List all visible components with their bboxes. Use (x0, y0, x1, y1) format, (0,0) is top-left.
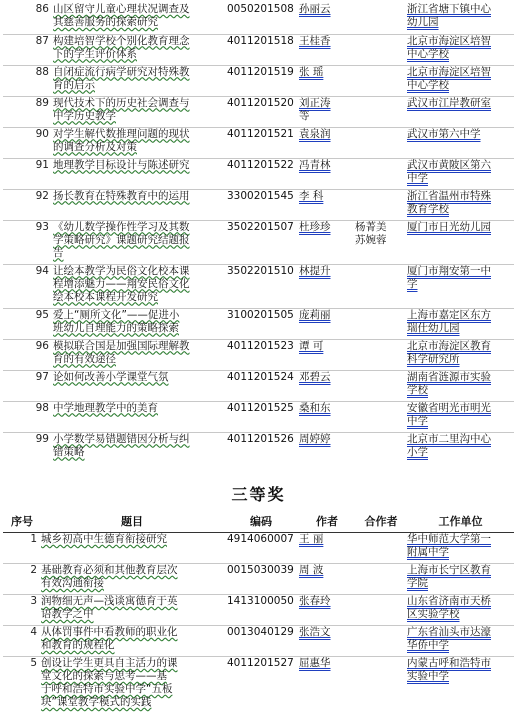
row-unit (407, 595, 514, 626)
row-title (41, 657, 223, 714)
row-number (3, 626, 41, 657)
row-unit (407, 264, 514, 308)
row-title (53, 432, 223, 463)
row-code-text: 3100201505 (227, 308, 294, 321)
title-line: 小学数学易错题错因分析与纠 (53, 432, 190, 445)
row-unit (407, 65, 514, 96)
row-number (3, 657, 41, 714)
row-number (3, 533, 41, 564)
table-row (3, 533, 514, 564)
row-number-text: 90 (35, 127, 49, 140)
table-row (3, 34, 514, 65)
row-author-text: 庞莉丽 (299, 308, 331, 321)
row-author (299, 189, 355, 220)
row-number-text: 99 (35, 432, 49, 445)
row-coauthor (355, 158, 407, 189)
unit-line: 浙江省温州市特殊 (407, 189, 491, 202)
row-coauthor (355, 220, 407, 264)
unit-line: 上海市嘉定区东方 (407, 308, 491, 321)
row-code (223, 370, 299, 401)
unit-line: 华侨中学 (407, 639, 449, 651)
row-author (299, 34, 355, 65)
title-line: 扬长教育在特殊教育中的运用 (53, 189, 190, 202)
unit-line: 广东省汕头市达濠 (407, 626, 491, 638)
unit-line: 小学 (407, 445, 428, 458)
title-line: 自闭症流行病学研究对特殊教 (53, 65, 190, 78)
row-number (3, 370, 53, 401)
title-line: 其慈善服务的探索研究 (53, 16, 158, 28)
unit-line: 安徽省明光市明光 (407, 401, 491, 414)
title-line: 《幼儿数学操作性学习及其数 (53, 220, 190, 233)
unit-line: 厦门市日光幼儿园 (407, 220, 491, 233)
table-row (3, 657, 514, 714)
row-author-text: 王桂香 (299, 34, 331, 47)
row-number-text: 86 (35, 3, 49, 15)
row-number-text: 89 (35, 96, 49, 109)
title-line: 基础教育必须和其他教育层次 (41, 564, 178, 576)
header-coauthor: 合作者 (355, 510, 407, 533)
row-author-text: 屈惠华 (299, 657, 331, 669)
table-row (3, 401, 514, 432)
unit-line: 上海市长宁区教育 (407, 564, 491, 576)
row-number (3, 65, 53, 96)
title-line: 模拟联合国是加强国际理解教 (53, 339, 190, 352)
title-line: 语教学之中 (41, 608, 94, 620)
title-line: 于呼和浩特市实验中学“五板 (41, 683, 173, 695)
row-coauthor (355, 533, 407, 564)
row-coauthor (355, 308, 407, 339)
row-coauthor (355, 3, 407, 34)
row-unit (407, 96, 514, 127)
row-code (223, 65, 299, 96)
title-line: 告 (53, 246, 64, 259)
row-number (3, 401, 53, 432)
row-unit (407, 339, 514, 370)
title-line: 让绘本教学为民俗文化校本课 (53, 264, 190, 277)
row-author (299, 127, 355, 158)
table-row (3, 432, 514, 463)
header-code: 编码 (223, 510, 299, 533)
title-line: 育的有效途径 (53, 352, 116, 365)
row-code-text: 3502201507 (227, 220, 294, 233)
row-code-text: 3300201545 (227, 189, 294, 202)
row-code (223, 308, 299, 339)
header-unit: 工作单位 (407, 510, 514, 533)
table-row (3, 370, 514, 401)
row-author (299, 308, 355, 339)
title-line: 程增添魅力——翔安民俗文化 (53, 277, 190, 290)
row-number (3, 264, 53, 308)
row-coauthor-text: 杨菁美 (355, 220, 387, 233)
row-number-text: 95 (35, 308, 49, 321)
row-author-text: 李 科 (299, 189, 324, 202)
row-number (3, 308, 53, 339)
table-row (3, 564, 514, 595)
row-number-text: 94 (35, 264, 49, 277)
unit-line: 武汉市江岸教研室 (407, 96, 491, 109)
title-line: 班幼儿自理能力的策略探索 (53, 321, 179, 334)
row-code-text: 4011201523 (227, 339, 294, 352)
title-line: 从体罚事件中看教师的职业化 (41, 626, 178, 638)
row-code (223, 158, 299, 189)
row-number-text: 92 (35, 189, 49, 202)
title-line: 绘本校本课程开发研究 (53, 290, 158, 303)
row-code (223, 189, 299, 220)
row-code (223, 264, 299, 308)
row-title (53, 401, 223, 432)
row-coauthor (355, 626, 407, 657)
row-number-text: 97 (35, 370, 49, 383)
row-title (53, 158, 223, 189)
header-no: 序号 (3, 510, 41, 533)
row-number (3, 34, 53, 65)
row-code-text: 4011201526 (227, 432, 294, 445)
unit-line: 实验中学 (407, 670, 449, 682)
unit-line: 湖南省涟源市实验 (407, 370, 491, 383)
row-code (223, 595, 299, 626)
unit-line: 武汉市第六中学 (407, 127, 481, 140)
title-line: 对学生解代数推理问题的现状 (53, 127, 190, 140)
row-coauthor (355, 432, 407, 463)
unit-line: 北京市二里沟中心 (407, 432, 491, 445)
row-author (299, 657, 355, 714)
row-code-text: 4011201520 (227, 96, 294, 109)
row-coauthor (355, 264, 407, 308)
unit-line: 中心学校 (407, 78, 449, 91)
unit-line: 幼儿园 (407, 16, 439, 28)
row-unit (407, 401, 514, 432)
row-number (3, 189, 53, 220)
row-author-text: 张春玲 (299, 595, 331, 607)
row-author-text: 孙丽云 (299, 3, 331, 15)
row-unit (407, 189, 514, 220)
title-line: 和教育的规程化 (41, 639, 115, 651)
row-author-text: 张 瑶 (299, 65, 324, 78)
row-number-text: 3 (30, 595, 37, 607)
title-line: 育的启示 (53, 78, 95, 91)
row-unit (407, 533, 514, 564)
title-line: 创设让学生更具自主活力的课 (41, 657, 178, 669)
title-line: 构建培智学校个别化教育理念 (53, 34, 190, 47)
row-author (299, 533, 355, 564)
row-code (223, 3, 299, 34)
row-number-text: 91 (35, 158, 49, 171)
table-row (3, 65, 514, 96)
row-coauthor (355, 96, 407, 127)
title-line: 现代技术下的历史社会调查与 (53, 96, 190, 109)
row-unit (407, 657, 514, 714)
row-author (299, 220, 355, 264)
title-line: 块”课堂教学模式的实践 (41, 696, 152, 708)
row-unit (407, 3, 514, 34)
row-number-text: 88 (35, 65, 49, 78)
unit-line: 厦门市翔安第一中 (407, 264, 491, 277)
unit-line: 浙江省塘下镇中心 (407, 3, 491, 15)
row-code (223, 533, 299, 564)
row-author (299, 264, 355, 308)
row-author-text: 桑和东 (299, 401, 331, 414)
table-row (3, 3, 514, 34)
row-number-text: 87 (35, 34, 49, 47)
unit-line: 北京市海淀区培智 (407, 65, 491, 78)
row-number (3, 595, 41, 626)
unit-line: 中学 (407, 414, 428, 427)
row-code-text: 4914060007 (227, 533, 294, 545)
row-author-text: 杜珍珍 (299, 220, 331, 233)
unit-line: 学院 (407, 577, 428, 589)
table-row (3, 220, 514, 264)
row-author (299, 3, 355, 34)
row-code (223, 401, 299, 432)
row-author-text: 周婷婷 (299, 432, 331, 445)
row-coauthor (355, 595, 407, 626)
row-author (299, 65, 355, 96)
row-code-text: 1413100050 (227, 595, 294, 607)
row-title (53, 264, 223, 308)
row-author (299, 626, 355, 657)
row-number-text: 98 (35, 401, 49, 414)
row-code-text: 0050201508 (227, 3, 294, 15)
row-code (223, 657, 299, 714)
row-coauthor (355, 127, 407, 158)
row-title (53, 127, 223, 158)
unit-line: 学 (407, 277, 418, 290)
row-title (41, 626, 223, 657)
title-line: 爱上“厕所文化”——促进小 (53, 308, 180, 321)
table-row (3, 127, 514, 158)
row-code-text: 4011201527 (227, 657, 294, 669)
title-line: 堂文化的探索与思考——基 (41, 670, 167, 682)
row-author (299, 432, 355, 463)
unit-line: 学校 (407, 383, 428, 396)
row-author (299, 370, 355, 401)
row-unit (407, 626, 514, 657)
row-number (3, 432, 53, 463)
row-code (223, 96, 299, 127)
unit-line: 教育学校 (407, 202, 449, 215)
title-line: 的调查分析及对策 (53, 140, 137, 153)
table-header-row (3, 510, 514, 533)
row-number-text: 93 (35, 220, 49, 233)
row-number (3, 158, 53, 189)
row-author-text: 冯青林 (299, 158, 331, 171)
row-author-text: 谭 可 (299, 339, 324, 352)
table-row (3, 96, 514, 127)
row-title (53, 339, 223, 370)
row-coauthor (355, 34, 407, 65)
row-code-text: 4011201519 (227, 65, 294, 78)
row-unit (407, 308, 514, 339)
row-code-text: 4011201522 (227, 158, 294, 171)
row-number-text: 96 (35, 339, 49, 352)
row-number (3, 564, 41, 595)
row-title (53, 189, 223, 220)
row-title (41, 564, 223, 595)
row-title (53, 34, 223, 65)
unit-line: 科学研究所 (407, 352, 460, 365)
section-heading-third-prize: 三等奖 (231, 485, 286, 504)
row-number-text: 4 (30, 626, 37, 638)
row-code-text: 4011201524 (227, 370, 294, 383)
row-number-text: 1 (30, 533, 37, 545)
row-author (299, 96, 355, 127)
row-title (53, 65, 223, 96)
row-coauthor (355, 65, 407, 96)
table-row (3, 626, 514, 657)
row-title (53, 308, 223, 339)
row-author (299, 339, 355, 370)
unit-line: 武汉市黄陂区第六 (407, 158, 491, 171)
unit-line: 区实验学校 (407, 608, 460, 620)
unit-line: 华中师范大学第一 (407, 533, 491, 545)
title-line: 地理教学目标设计与陈述研究 (53, 158, 190, 171)
second-prize-table-continued (3, 3, 514, 463)
row-title (53, 3, 223, 34)
row-coauthor (355, 564, 407, 595)
row-number-text: 2 (30, 564, 37, 576)
row-code-text: 0013040129 (227, 626, 294, 638)
row-number-text: 5 (30, 657, 37, 669)
row-code-text: 4011201518 (227, 34, 294, 47)
row-unit (407, 34, 514, 65)
row-coauthor (355, 657, 407, 714)
row-unit (407, 127, 514, 158)
row-coauthor (355, 401, 407, 432)
row-code (223, 432, 299, 463)
row-code (223, 626, 299, 657)
title-line: 下的学生评价体系 (53, 47, 137, 60)
title-line: 论如何改善小学课堂气氛 (53, 370, 169, 383)
row-number (3, 96, 53, 127)
unit-line: 内蒙古呼和浩特市 (407, 657, 491, 669)
row-title (53, 220, 223, 264)
row-author-text: 刘正涛 (299, 96, 331, 109)
table-row (3, 189, 514, 220)
unit-line: 中心学校 (407, 47, 449, 60)
header-title: 题目 (41, 510, 223, 533)
row-unit (407, 220, 514, 264)
row-number (3, 3, 53, 34)
unit-line: 瑞仕幼儿园 (407, 321, 460, 334)
title-line: 中学历史教学 (53, 109, 116, 122)
row-title (41, 533, 223, 564)
row-code (223, 34, 299, 65)
row-code (223, 127, 299, 158)
row-number (3, 127, 53, 158)
row-author-text: 周 波 (299, 564, 324, 576)
title-line: 城乡初高中生德育衔接研究 (41, 533, 167, 545)
table-row (3, 158, 514, 189)
row-author-text: 王 丽 (299, 533, 324, 545)
row-code-text: 3502201510 (227, 264, 294, 277)
row-unit (407, 432, 514, 463)
row-code-text: 0015030039 (227, 564, 294, 576)
row-coauthor-text-2: 苏婉蓉 (355, 233, 387, 246)
row-code (223, 564, 299, 595)
unit-line: 北京市海淀区教育 (407, 339, 491, 352)
row-unit (407, 158, 514, 189)
row-coauthor (355, 370, 407, 401)
row-author-text: 林提升 (299, 264, 331, 277)
row-author (299, 158, 355, 189)
table-row (3, 308, 514, 339)
row-code (223, 220, 299, 264)
row-number (3, 339, 53, 370)
title-line: 错策略 (53, 445, 85, 458)
row-title (41, 595, 223, 626)
unit-line: 中学 (407, 171, 428, 184)
title-line: 山区留守儿童心理状况调查及 (53, 3, 190, 15)
row-unit (407, 564, 514, 595)
row-author (299, 401, 355, 432)
row-code-text: 4011201521 (227, 127, 294, 140)
row-author (299, 595, 355, 626)
unit-line: 山东省济南市天桥 (407, 595, 491, 607)
row-coauthor (355, 189, 407, 220)
row-author (299, 564, 355, 595)
third-prize-table (3, 510, 514, 714)
title-line: 有效沟通衔接 (41, 577, 104, 589)
table-row (3, 595, 514, 626)
row-author-text: 张浩文 (299, 626, 331, 638)
row-author-text: 袁泉润 (299, 127, 331, 140)
unit-line: 附属中学 (407, 546, 449, 558)
table-row (3, 264, 514, 308)
unit-line: 北京市海淀区培智 (407, 34, 491, 47)
header-author: 作者 (299, 510, 355, 533)
title-line: 中学地理教学中的美育 (53, 401, 158, 414)
title-line: 润物细无声—浅谈寓德育于英 (41, 595, 178, 607)
row-title (53, 96, 223, 127)
row-coauthor (355, 339, 407, 370)
row-author-text: 邓碧云 (299, 370, 331, 383)
row-number (3, 220, 53, 264)
title-line: 学策略研究》课题研究结题报 (53, 233, 190, 246)
row-code-text: 4011201525 (227, 401, 294, 414)
row-title (53, 370, 223, 401)
row-author-text-2: 等 (299, 109, 310, 122)
row-code (223, 339, 299, 370)
table-row (3, 339, 514, 370)
row-unit (407, 370, 514, 401)
